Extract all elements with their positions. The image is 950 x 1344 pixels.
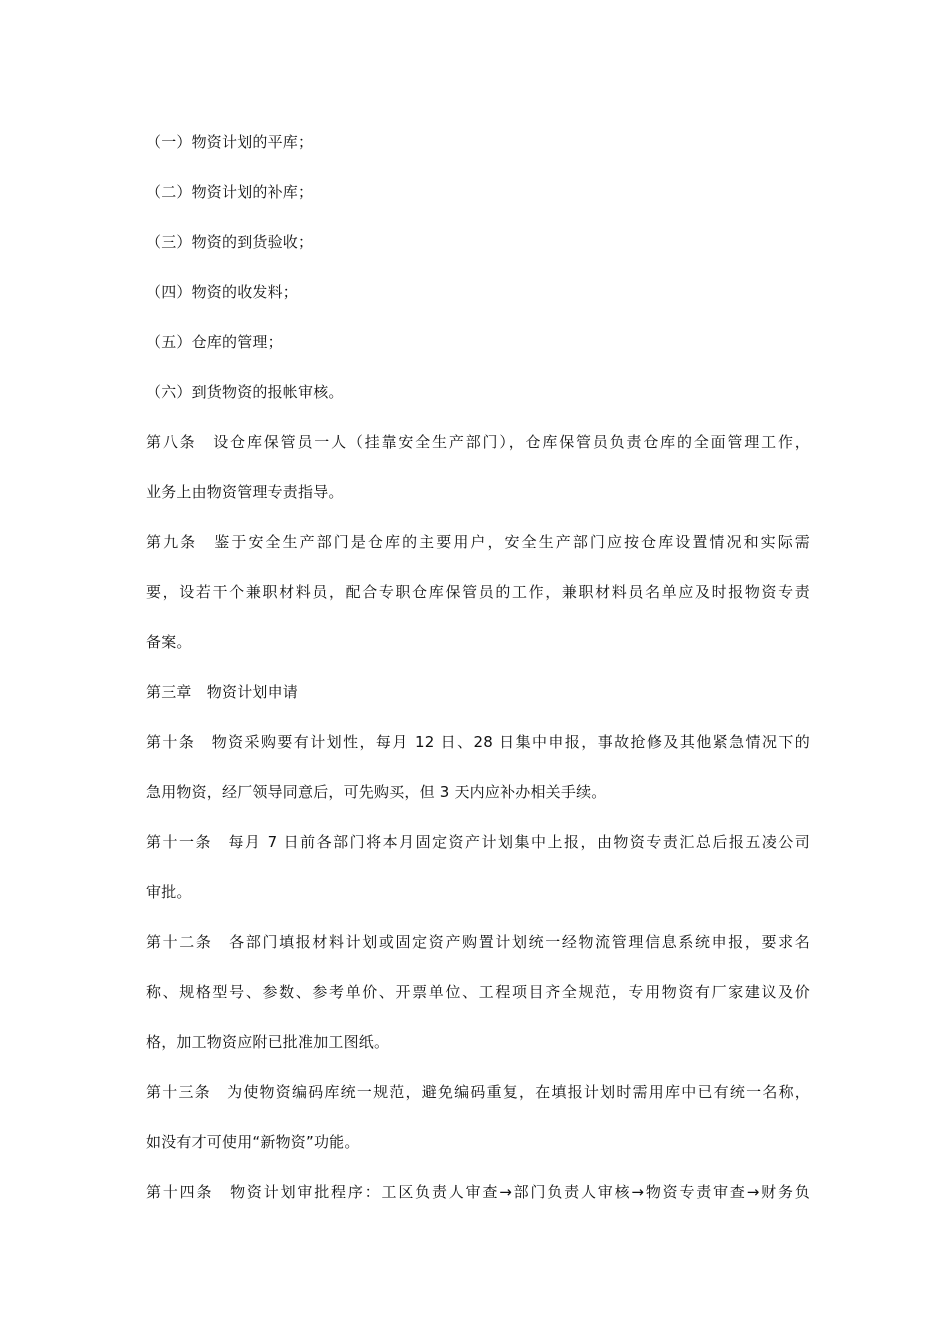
article-12-line-2: 称、规格型号、参数、参考单价、开票单位、工程项目齐全规范，专用物资有厂家建议及价 bbox=[146, 983, 810, 1001]
article-9-line-2: 要，设若干个兼职材料员，配合专职仓库保管员的工作，兼职材料员名单应及时报物资专责 bbox=[146, 583, 810, 601]
list-item-5: （五）仓库的管理； bbox=[146, 333, 283, 351]
article-10-line-1: 第十条 物资采购要有计划性，每月 12 日、28 日集中申报，事故抢修及其他紧急情况下的 bbox=[146, 733, 810, 751]
list-item-1: （一）物资计划的平库； bbox=[146, 133, 314, 151]
article-11-line-1: 第十一条 每月 7 日前各部门将本月固定资产计划集中上报，由物资专责汇总后报五凌公司 bbox=[146, 833, 810, 851]
article-9-line-1: 第九条 鉴于安全生产部门是仓库的主要用户，安全生产部门应按仓库设置情况和实际需 bbox=[146, 533, 810, 551]
list-item-4: （四）物资的收发料； bbox=[146, 283, 299, 301]
list-item-6: （六）到货物资的报帐审核。 bbox=[146, 383, 344, 401]
article-14-line-1: 第十四条 物资计划审批程序：工区负责人审查→部门负责人审核→物资专责审查→财务负 bbox=[146, 1183, 810, 1201]
article-8-line-1: 第八条 设仓库保管员一人（挂靠安全生产部门），仓库保管员负责仓库的全面管理工作， bbox=[146, 433, 810, 451]
article-12-line-1: 第十二条 各部门填报材料计划或固定资产购置计划统一经物流管理信息系统申报，要求名 bbox=[146, 933, 810, 951]
article-10-line-2: 急用物资，经厂领导同意后，可先购买，但 3 天内应补办相关手续。 bbox=[146, 783, 607, 801]
article-12-line-3: 格，加工物资应附已批准加工图纸。 bbox=[146, 1033, 390, 1051]
article-13-line-2: 如没有才可使用“新物资”功能。 bbox=[146, 1133, 360, 1151]
list-item-3: （三）物资的到货验收； bbox=[146, 233, 314, 251]
article-13-line-1: 第十三条 为使物资编码库统一规范，避免编码重复，在填报计划时需用库中已有统一名称， bbox=[146, 1083, 810, 1101]
chapter-heading: 第三章 物资计划申请 bbox=[146, 683, 299, 701]
list-item-2: （二）物资计划的补库； bbox=[146, 183, 314, 201]
article-9-line-3: 备案。 bbox=[146, 633, 192, 651]
article-11-line-2: 审批。 bbox=[146, 883, 192, 901]
article-8-line-2: 业务上由物资管理专责指导。 bbox=[146, 483, 344, 501]
